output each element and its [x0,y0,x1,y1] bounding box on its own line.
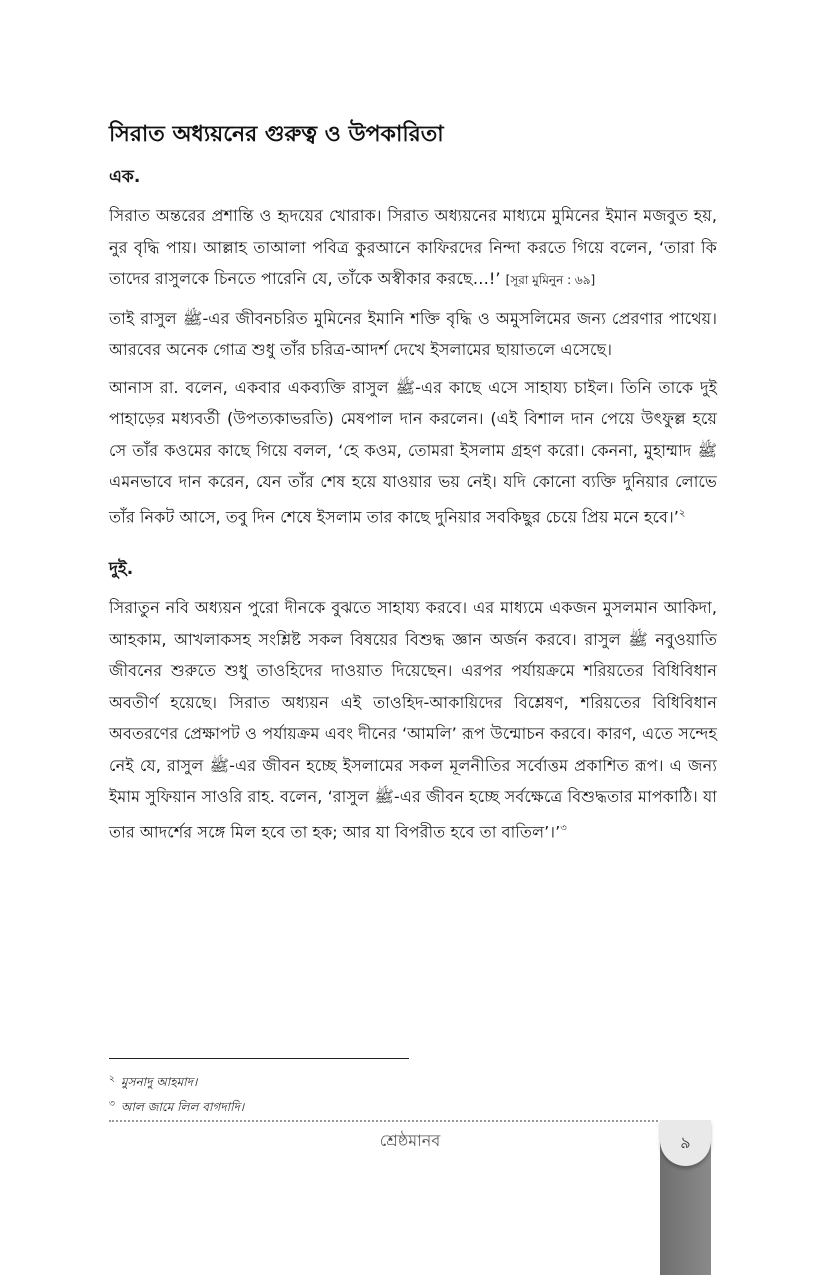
section-one-label: এক. [109,167,141,187]
footnote-ref: ২ [678,507,686,519]
paragraph: তাই রাসুল ﷺ-এর জীবনচরিত মুমিনের ইমানি শক্তি বৃদ্ধি ও অমুসলিমের জন্য প্রেরণার পাথেয়। আরবের অনেক গোত্র শুধু তাঁর চরিত্র-আদর্শ দেখে ইসলামের ছায়াতলে এসেছে। [109,308,717,359]
footnotes [109,1068,669,1118]
footnote-number: ২ [109,1074,115,1084]
paragraph [109,592,717,847]
footnote-number: ৩ [109,1099,115,1109]
paragraph [109,372,717,533]
page-title: সিরাত অধ্যয়নের গুরুত্ব ও উপকারিতা [109,122,444,147]
paragraph-text: সিরাতুন নবি অধ্যয়ন পুরো দীনকে বুঝতে সাহায্য করবে। এর মাধ্যমে একজন মুসলমান আকিদা, আহকাম, আখলাকসহ সংশ্লিষ্ট সকল বিষয়ের বিশুদ্ধ জ্ঞান অর্জন করবে। রাসুল ﷺ নবুওয়াতি জীবনের শুরুতে শুধু তাওহিদের দাওয়াত দিয়েছেন। এরপর পর্যায়ক্রমে শরিয়তের বিধিবিধান অবতীর্ণ হয়েছে। সিরাত অধ্যয়ন এই তাওহিদ-আকায়িদের বিশ্লেষণ, শরিয়তের বিধিবিধান অবতরণের প্রেক্ষাপট ও পর্যায়ক্রম এবং দীনের ‘আমলি’ রূপ উন্মোচন করবে। কারণ, এতে সন্দেহ নেই যে, রাসুল ﷺ-এর জীবন হচ্ছে ইসলামের সকল মূলনীতির সর্বোত্তম প্রকাশিত রূপ। এ জন্য ইমাম সুফিয়ান সাওরি রাহ. বলেন, ‘রাসুল ﷺ-এর জীবন হচ্ছে সর্বক্ষেত্রে বিশুদ্ধতার মাপকাঠি। যা তার আদর্শের সঙ্গে মিল হবে তা হক; আর যা বিপরীত হবে তা বাতিল’।’ [109,598,717,842]
paragraph [109,200,717,297]
footnote-text: আল জামে লিল বাগদাদি। [120,1100,245,1114]
footnote-item [109,1093,669,1118]
page-body [109,118,717,854]
footnote-item [109,1068,669,1093]
paragraph-text: আনাস রা. বলেন, একবার একব্যক্তি রাসুল ﷺ-এর কাছে এসে সাহায্য চাইল। তিনি তাকে দুই পাহাড়ের মধ্যবর্তী (উপত্যকাভরতি) মেষপাল দান করলেন। (এই বিশাল দান পেয়ে উৎফুল্ল হয়ে সে তাঁর কওমের কাছে গিয়ে বলল, ‘হে কওম, তোমরা ইসলাম গ্রহণ করো। কেননা, মুহাম্মাদ ﷺ এমনভাবে দান করেন, যেন তাঁর শেষ হয়ে যাওয়ার ভয় নেই। যদি কোনো ব্যক্তি দুনিয়ার লোভে তাঁর নিকট আসে, তবু দিন শেষে ইসলাম তার কাছে দুনিয়ার সবকিছুর চেয়ে প্রিয় মনে হবে।’ [109,377,717,526]
footnote-text: মুসনাদু আহমাদ। [120,1075,198,1089]
quran-citation: [সূরা মুমিনুন : ৬৯] [505,273,596,287]
footnote-ref: ৩ [560,822,567,834]
page-number: ৯ [660,1120,711,1166]
footnote-divider [109,1058,409,1059]
footer-divider [109,1120,709,1122]
book-title: শ্রেষ্ঠমানব [379,1131,441,1150]
section-two-label: দুই. [109,559,134,580]
paragraph-text: সিরাত অন্তরের প্রশান্তি ও হৃদয়ের খোরাক। সিরাত অধ্যয়নের মাধ্যমে মুমিনের ইমান মজবুত হয়, নুর বৃদ্ধি পায়। আল্লাহ তাআলা পবিত্র কুরআনে কাফিরদের নিন্দা করতে গিয়ে বলেন, ‘তারা কি তাদের রাসুলকে চিনতে পারেনি যে, তাঁকে অস্বীকার করছে…!’ [109,206,717,288]
